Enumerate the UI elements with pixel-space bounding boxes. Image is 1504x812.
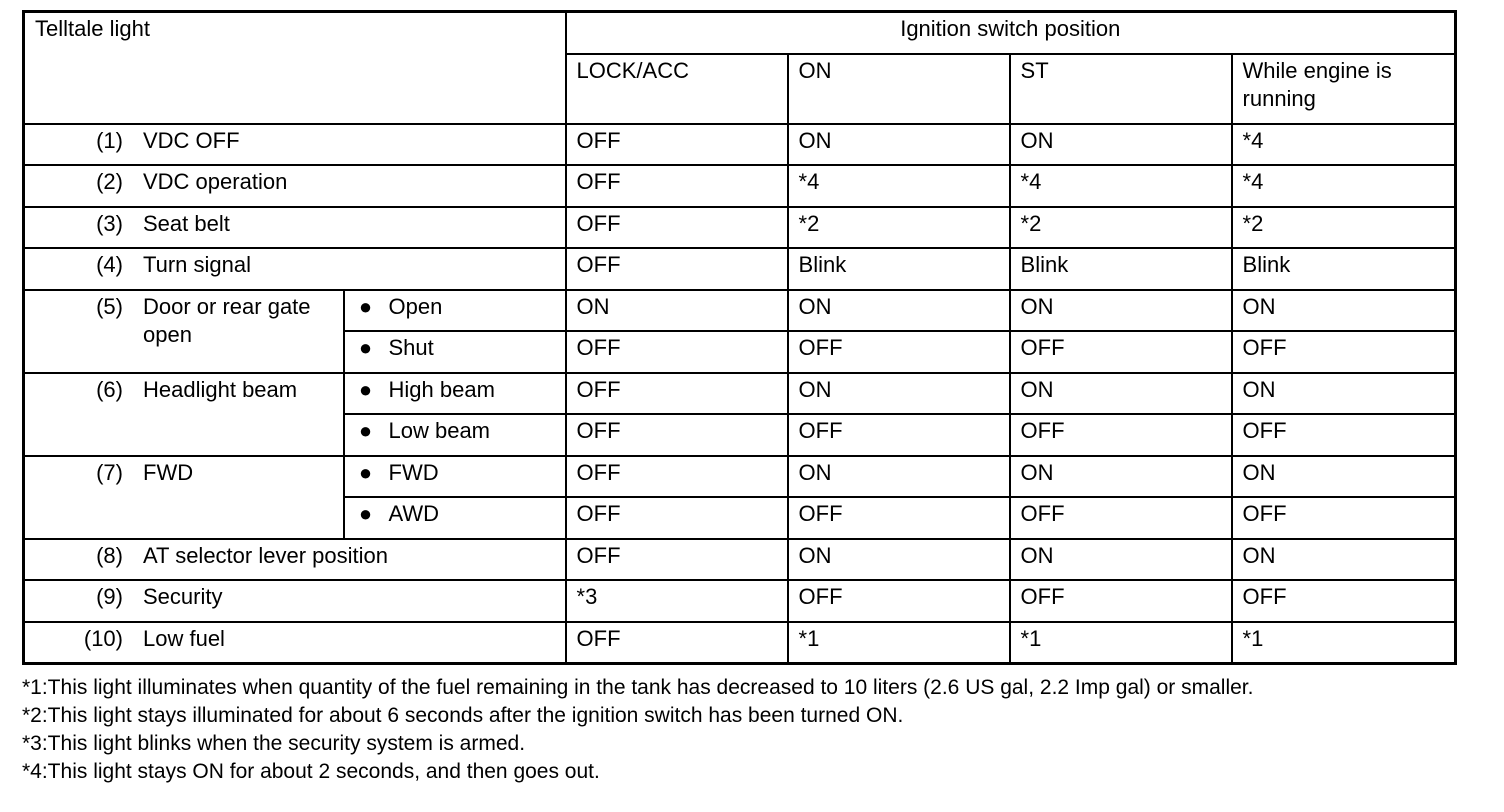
table-row [24, 248, 1456, 290]
cell-on: ON [788, 373, 1010, 415]
sub-condition-cell [344, 373, 566, 415]
row-number: (5) [96, 293, 123, 319]
bullet-icon: ● [358, 501, 373, 526]
table-row [24, 290, 1456, 332]
table-row [24, 124, 1456, 166]
cell-engine-running: ON [1232, 290, 1456, 332]
cell-st: OFF [1010, 580, 1232, 622]
row-number: (1) [96, 127, 123, 153]
row-label [35, 459, 333, 487]
row-label-text: VDC operation [143, 169, 288, 194]
footnote: *1:This light illuminates when quantity of the fuel remaining in the tank has decreased to 10 liters (2.6 US gal, 2.2 Imp gal) or smaller. [22, 676, 1254, 699]
cell-lock-acc: OFF [566, 207, 788, 249]
footnote: *3:This light blinks when the security system is armed. [22, 732, 526, 755]
cell-lock-acc: ON [566, 290, 788, 332]
row-label-text: Headlight beam [143, 376, 298, 402]
row-label-text: Security [143, 584, 223, 609]
cell-on: OFF [788, 414, 1010, 456]
row-number: (4) [96, 252, 123, 277]
table-row [24, 373, 1456, 415]
row-label-text: Seat belt [143, 210, 230, 236]
cell-on: ON [788, 290, 1010, 332]
sub-condition-label: FWD [388, 459, 439, 485]
table-row [24, 539, 1456, 581]
cell-lock-acc: OFF [566, 456, 788, 498]
bullet-icon: ● [358, 293, 373, 319]
table-row [24, 580, 1456, 622]
cell-engine-running: OFF [1232, 414, 1456, 456]
row-label [35, 583, 555, 611]
cell-on: Blink [788, 248, 1010, 290]
row-label [35, 376, 333, 404]
cell-lock-acc: OFF [566, 414, 788, 456]
table-row [24, 456, 1456, 498]
cell-st: *1 [1010, 622, 1232, 664]
sub-condition-cell [344, 456, 566, 498]
cell-lock-acc: OFF [566, 165, 788, 207]
cell-lock-acc: OFF [566, 622, 788, 664]
cell-st: ON [1010, 456, 1232, 498]
telltale-cell [24, 290, 344, 373]
header-col-on: ON [788, 54, 1010, 124]
cell-on: *2 [788, 207, 1010, 249]
header-col-engine-running: While engine is running [1232, 54, 1456, 124]
row-label-text: VDC OFF [143, 127, 240, 153]
row-number: (9) [96, 584, 123, 609]
cell-st: OFF [1010, 497, 1232, 539]
cell-engine-running: ON [1232, 539, 1456, 581]
header-ignition: Ignition switch position [566, 12, 1456, 54]
telltale-table [22, 10, 1457, 665]
cell-lock-acc: OFF [566, 539, 788, 581]
telltale-cell [24, 207, 566, 249]
bullet-icon: ● [358, 418, 373, 443]
cell-engine-running: OFF [1232, 497, 1456, 539]
cell-engine-running: ON [1232, 456, 1456, 498]
cell-st: OFF [1010, 331, 1232, 373]
telltale-cell [24, 622, 566, 664]
cell-on: OFF [788, 331, 1010, 373]
row-number: (6) [96, 376, 123, 402]
cell-lock-acc: *3 [566, 580, 788, 622]
cell-on: *4 [788, 165, 1010, 207]
row-number: (7) [96, 459, 123, 485]
row-label [35, 251, 555, 279]
cell-engine-running: *4 [1232, 124, 1456, 166]
cell-st: *2 [1010, 207, 1232, 249]
cell-st: ON [1010, 290, 1232, 332]
telltale-cell [24, 456, 344, 539]
sub-condition-label: Shut [388, 335, 434, 360]
footnote: *4:This light stays ON for about 2 seconds, and then goes out. [22, 760, 600, 783]
cell-on: ON [788, 456, 1010, 498]
bullet-icon: ● [358, 459, 373, 485]
cell-on: OFF [788, 497, 1010, 539]
row-label-text: AT selector lever position [143, 542, 388, 568]
telltale-cell [24, 539, 566, 581]
sub-condition-label: AWD [388, 501, 440, 526]
table-row [24, 165, 1456, 207]
sub-condition-cell [344, 331, 566, 373]
telltale-cell [24, 373, 344, 456]
telltale-cell [24, 248, 566, 290]
table-row [24, 207, 1456, 249]
cell-st: OFF [1010, 414, 1232, 456]
cell-st: ON [1010, 539, 1232, 581]
cell-lock-acc: OFF [566, 373, 788, 415]
row-label-text: Low fuel [143, 625, 225, 651]
telltale-cell [24, 124, 566, 166]
sub-condition-cell [344, 497, 566, 539]
row-label [35, 293, 333, 349]
row-number: (3) [96, 210, 123, 236]
cell-on: ON [788, 124, 1010, 166]
cell-engine-running: OFF [1232, 580, 1456, 622]
row-label [35, 542, 555, 570]
row-number: (2) [96, 169, 123, 194]
header-col-st: ST [1010, 54, 1232, 124]
row-label-text: Turn signal [143, 252, 252, 277]
row-label-text: Door or rear gate open [143, 293, 311, 347]
cell-st: ON [1010, 124, 1232, 166]
footnotes [22, 674, 1492, 786]
telltale-cell [24, 165, 566, 207]
bullet-icon: ● [358, 376, 373, 402]
cell-engine-running: *2 [1232, 207, 1456, 249]
telltale-cell [24, 580, 566, 622]
footnote: *2:This light stays illuminated for about 6 seconds after the ignition switch has been turned ON. [22, 704, 904, 727]
cell-on: *1 [788, 622, 1010, 664]
row-label [35, 168, 555, 196]
row-number: (8) [96, 542, 123, 568]
sub-condition-label: High beam [388, 376, 495, 402]
row-number: (10) [83, 625, 123, 651]
cell-engine-running: Blink [1232, 248, 1456, 290]
cell-on: ON [788, 539, 1010, 581]
cell-st: Blink [1010, 248, 1232, 290]
cell-lock-acc: OFF [566, 331, 788, 373]
row-label [35, 210, 555, 238]
row-label [35, 127, 555, 155]
sub-condition-label: Open [388, 293, 443, 319]
cell-engine-running: ON [1232, 373, 1456, 415]
sub-condition-label: Low beam [388, 418, 491, 443]
cell-engine-running: OFF [1232, 331, 1456, 373]
cell-engine-running: *1 [1232, 622, 1456, 664]
cell-st: ON [1010, 373, 1232, 415]
row-label [35, 625, 555, 653]
cell-on: OFF [788, 580, 1010, 622]
bullet-icon: ● [358, 335, 373, 360]
table-row [24, 622, 1456, 664]
cell-lock-acc: OFF [566, 248, 788, 290]
cell-lock-acc: OFF [566, 124, 788, 166]
header-col-lock-acc: LOCK/ACC [566, 54, 788, 124]
header-telltale: Telltale light [24, 12, 566, 124]
cell-engine-running: *4 [1232, 165, 1456, 207]
cell-st: *4 [1010, 165, 1232, 207]
cell-lock-acc: OFF [566, 497, 788, 539]
sub-condition-cell [344, 290, 566, 332]
row-label-text: FWD [143, 459, 194, 485]
sub-condition-cell [344, 414, 566, 456]
